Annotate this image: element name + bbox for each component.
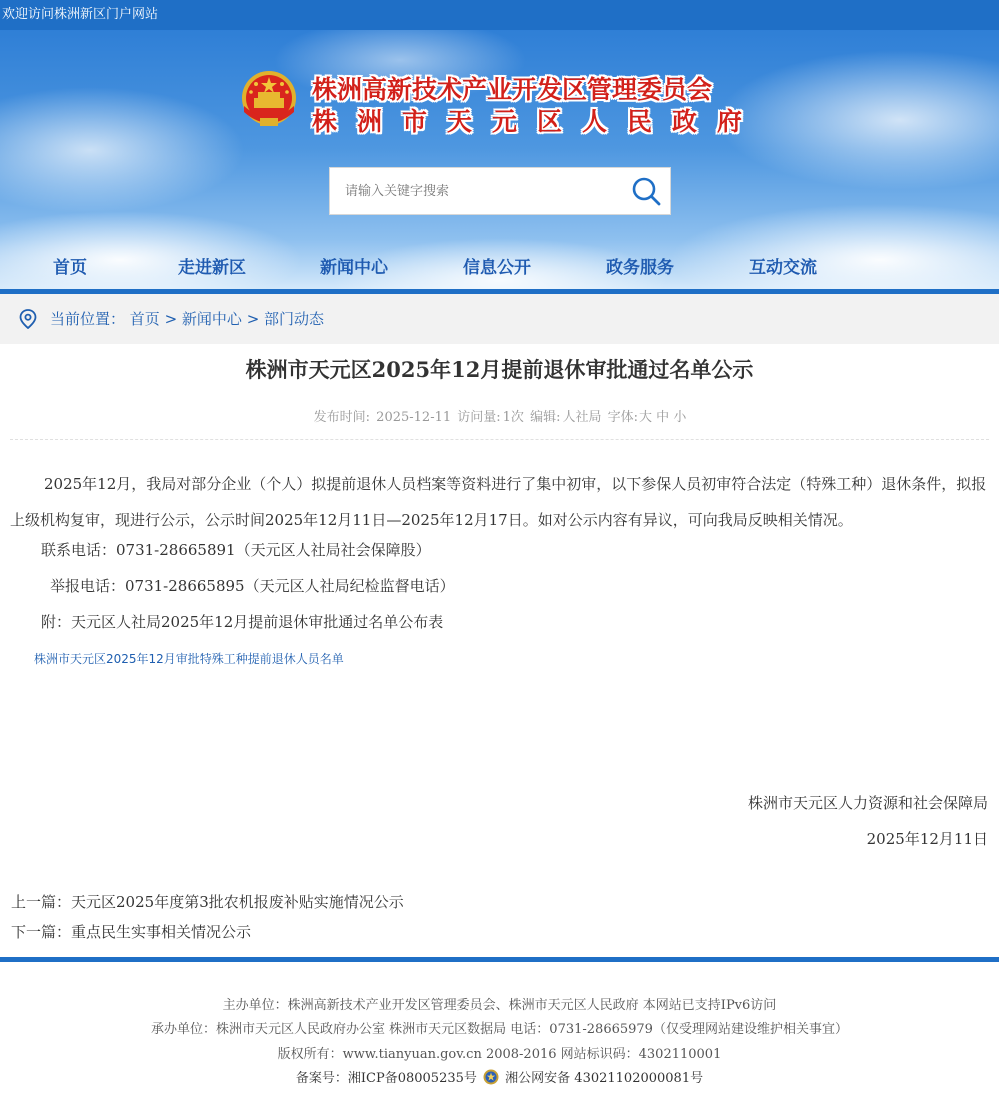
org-title-primary: 株洲高新技术产业开发区管理委员会 bbox=[312, 75, 713, 104]
breadcrumb-home[interactable]: 首页 bbox=[129, 310, 160, 328]
prev-article bbox=[11, 891, 404, 912]
nav-item-news[interactable]: 新闻中心 bbox=[320, 258, 388, 278]
font-size-label: 字体: bbox=[607, 410, 639, 425]
header-banner bbox=[0, 30, 999, 292]
national-emblem-icon bbox=[238, 68, 300, 132]
footer-copyright: 版权所有：www.tianyuan.gov.cn 2008-2016 网站标识码：4302110001 bbox=[277, 1047, 722, 1062]
search-input[interactable] bbox=[330, 168, 620, 214]
icp-link[interactable]: 备案号：湘ICP备08005235号 bbox=[295, 1071, 477, 1086]
article-title: 株洲市天元区2025年12月提前退休审批通过名单公示 bbox=[245, 357, 754, 382]
font-size-large[interactable]: 大 bbox=[639, 410, 653, 425]
prev-label: 上一篇： bbox=[11, 893, 72, 911]
nav-item-info-disclosure[interactable]: 信息公开 bbox=[463, 258, 531, 278]
footer-organizer: 承办单位：株洲市天元区人民政府办公室 株洲市天元区数据局 电话：0731-28665979（仅受理网站建设维护相关事宜） bbox=[151, 1022, 848, 1037]
signature-org: 株洲市天元区人力资源和社会保障局 bbox=[747, 794, 988, 812]
prev-article-link[interactable]: 天元区2025年度第3批农机报废补贴实施情况公示 bbox=[71, 893, 404, 911]
contact-phone: 联系电话：0731-28665891（天元区人社局社会保障股） bbox=[41, 541, 431, 559]
signature-date: 2025年12月11日 bbox=[866, 830, 988, 848]
report-phone: 举报电话：0731-28665895（天元区人社局纪检监督电话） bbox=[50, 577, 455, 595]
search-box bbox=[329, 167, 671, 215]
nav-item-interaction[interactable]: 互动交流 bbox=[749, 258, 817, 278]
font-size-small[interactable]: 小 bbox=[673, 410, 687, 425]
publish-label: 发布时间: bbox=[313, 410, 371, 425]
welcome-bar bbox=[0, 0, 999, 30]
police-badge-icon bbox=[483, 1069, 499, 1085]
next-article-link[interactable]: 重点民生实事相关情况公示 bbox=[71, 923, 252, 941]
breadcrumb-trail bbox=[50, 294, 324, 344]
article-meta bbox=[0, 406, 999, 425]
editor-label: 编辑: bbox=[530, 410, 561, 425]
next-label: 下一篇： bbox=[11, 923, 72, 941]
appendix-note: 附：天元区人社局2025年12月提前退休审批通过名单公布表 bbox=[41, 613, 444, 631]
nav-item-home[interactable]: 首页 bbox=[53, 258, 87, 278]
location-pin-icon bbox=[19, 309, 37, 329]
main-nav bbox=[0, 252, 999, 288]
next-article bbox=[11, 921, 251, 942]
views-label: 访问量: bbox=[457, 410, 501, 425]
publish-date: 2025-12-11 bbox=[376, 410, 452, 425]
article-paragraph: 2025年12月，我局对部分企业（个人）拟提前退休人员档案等资料进行了集中初审，以下参保人员初审符合法定（特殊工种）退休条件，拟报上级机构复审，现进行公示，公示时间2025年12月11日—2025年12月17日。如对公示内容有异议，可向我局反映相关情况。 bbox=[10, 475, 987, 529]
attachment-link[interactable]: 株洲市天元区2025年12月审批特殊工种提前退休人员名单 bbox=[34, 652, 344, 666]
font-size-medium[interactable]: 中 bbox=[656, 410, 670, 425]
police-registration-link[interactable]: 湘公网安备 43021102000081号 bbox=[505, 1071, 704, 1086]
footer bbox=[0, 962, 999, 1108]
welcome-text: 欢迎访问株洲新区门户网站 bbox=[2, 7, 159, 22]
search-icon[interactable] bbox=[630, 175, 662, 207]
editor-name: 人社局 bbox=[562, 410, 602, 425]
breadcrumb-dept-news[interactable]: 部门动态 bbox=[264, 310, 325, 328]
views-count: 1次 bbox=[502, 410, 524, 425]
org-title-secondary: 株洲市天元区人民政府 bbox=[312, 107, 763, 136]
breadcrumb-label: 当前位置： bbox=[50, 310, 126, 328]
title-divider bbox=[10, 439, 989, 440]
breadcrumb bbox=[0, 294, 999, 344]
breadcrumb-separator: > bbox=[159, 310, 182, 328]
breadcrumb-separator: > bbox=[241, 310, 265, 328]
footer-sponsor: 主办单位：株洲高新技术产业开发区管理委员会、株洲市天元区人民政府 本网站已支持IPv6访问 bbox=[222, 998, 777, 1013]
breadcrumb-news[interactable]: 新闻中心 bbox=[181, 310, 242, 328]
footer-registration bbox=[0, 1067, 999, 1086]
nav-item-about[interactable]: 走进新区 bbox=[178, 258, 246, 278]
nav-item-services[interactable]: 政务服务 bbox=[606, 258, 674, 278]
